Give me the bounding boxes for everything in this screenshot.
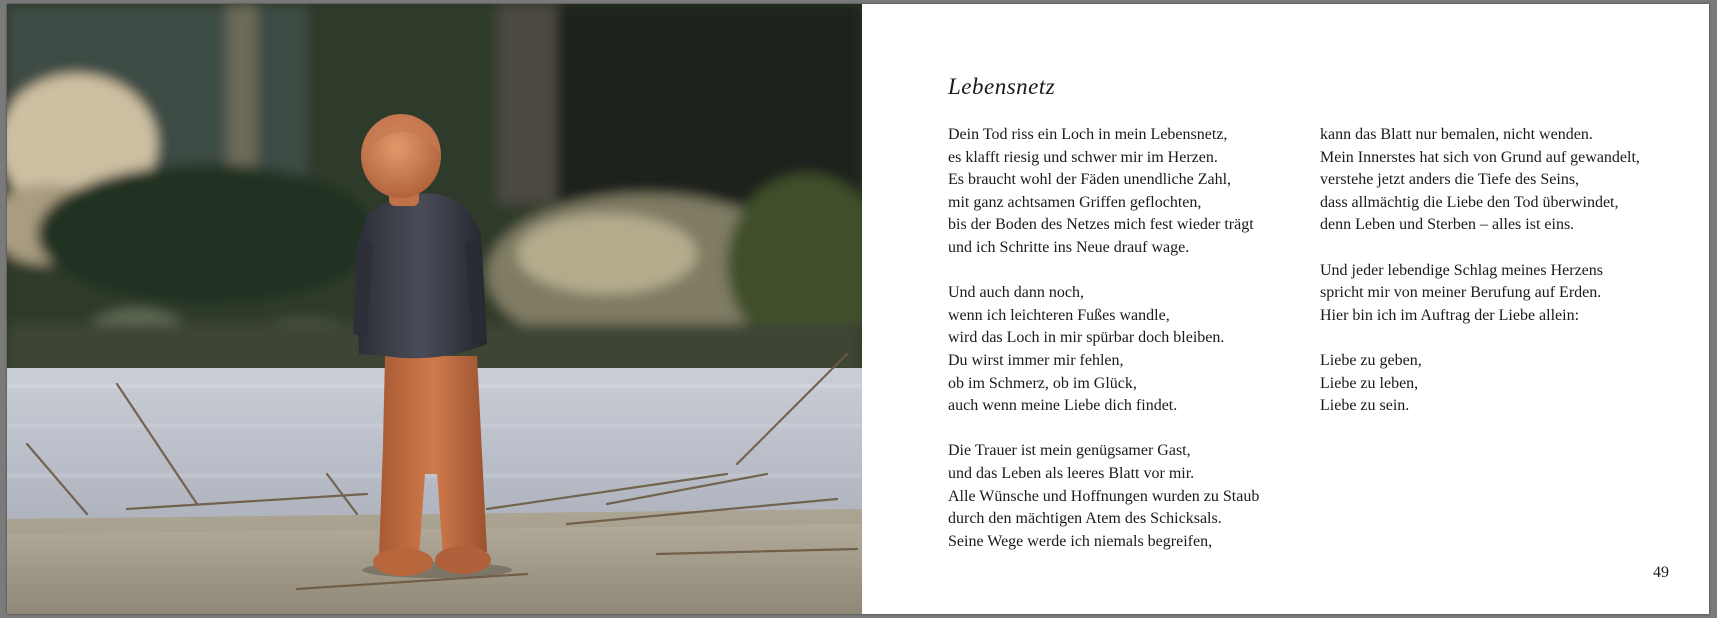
poem-line: Du wirst immer mir fehlen, [948,351,1124,369]
poem-line: kann das Blatt nur bemalen, nicht wenden. [1320,126,1593,143]
poem-line: Liebe zu geben, [1320,351,1422,369]
poem-line: es klafft riesig und schwer mir im Herzen. [948,148,1218,166]
poem-line: ob im Schmerz, ob im Glück, [948,374,1137,392]
poem-line: verstehe jetzt anders die Tiefe des Seins, [1320,171,1580,189]
stanza [948,282,1328,418]
clay-figure-photo [7,4,862,614]
stanza [948,124,1328,260]
poem-line: Dein Tod riss ein Loch in mein Lebensnetz, [948,126,1228,143]
poem-line: denn Leben und Sterben – alles ist eins. [1320,216,1575,234]
poem-line: Alle Wünsche und Hoffnungen wurden zu Staub [948,487,1260,505]
poem-line: Hier bin ich im Auftrag der Liebe allein: [1320,306,1580,324]
poem-line: Liebe zu leben, [1320,374,1419,392]
stanza [1320,260,1700,328]
poem-line: Es braucht wohl der Fäden unendliche Zahl, [948,171,1232,189]
stanza [948,440,1328,553]
poem-line: und das Leben als leeres Blatt vor mir. [948,464,1195,482]
poem-line: spricht mir von meiner Berufung auf Erden. [1320,284,1602,302]
book-spread [7,4,1709,614]
poem-line: Und jeder lebendige Schlag meines Herzens [1320,261,1604,279]
poem-line: und ich Schritte ins Neue drauf wage. [948,238,1190,256]
poem-line: bis der Boden des Netzes mich fest wieder trägt [948,216,1254,234]
clay-figure-icon [7,4,862,614]
poem-line: wenn ich leichteren Fußes wandle, [948,306,1170,324]
poem-line: Die Trauer ist mein genügsamer Gast, [948,442,1191,460]
poem-line: Liebe zu sein. [1320,397,1410,415]
poem-line: Seine Wege werde ich niemals begreifen, [948,532,1213,550]
poem-line: auch wenn meine Liebe dich findet. [948,397,1178,415]
poem-line: mit ganz achtsamen Griffen geflochten, [948,193,1202,211]
poem-line: dass allmächtig die Liebe den Tod überwindet, [1320,193,1619,211]
poem-title: Lebensnetz [948,74,1056,99]
poem-column-left [948,124,1328,576]
poem-line: wird das Loch in mir spürbar doch bleiben. [948,329,1225,347]
page-number: 49 [1653,564,1669,581]
poem-page [862,4,1709,614]
poem-column-right [1320,124,1700,440]
stanza [1320,124,1700,237]
stanza [1320,350,1700,418]
poem-line: Und auch dann noch, [948,284,1084,302]
poem-line: Mein Innerstes hat sich von Grund auf gewandelt, [1320,148,1640,166]
poem-line: durch den mächtigen Atem des Schicksals. [948,510,1222,528]
